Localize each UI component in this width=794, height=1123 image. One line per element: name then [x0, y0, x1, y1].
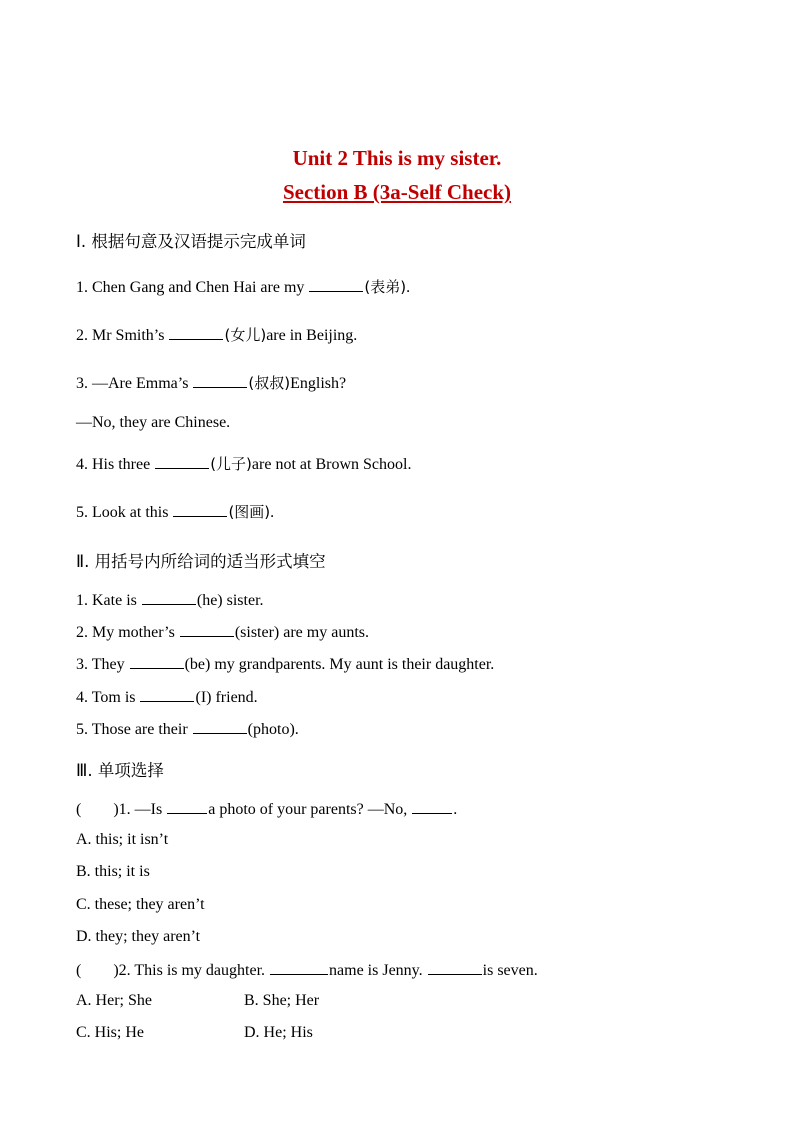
answer-blank[interactable] — [193, 719, 247, 734]
part2-question-4: 4. Tom is (I) friend. — [76, 689, 258, 706]
option-d[interactable]: D. they; they aren’t — [76, 928, 201, 945]
option-c[interactable]: C. these; they aren’t — [76, 896, 205, 913]
part2-question-3: 3. They (be) my grandparents. My aunt is their daughter. — [76, 656, 495, 673]
answer-blank[interactable] — [167, 799, 207, 814]
answer-blank[interactable] — [173, 502, 227, 517]
answer-blank[interactable] — [155, 454, 209, 469]
answer-paren[interactable]: ( ) — [76, 801, 119, 818]
answer-blank[interactable] — [169, 325, 223, 340]
unit-title: Unit 2 This is my sister. — [292, 146, 502, 170]
option-a[interactable]: A. this; it isn’t — [76, 831, 169, 848]
part1-question-2: 2. Mr Smith’s (女儿)are in Beijing. — [76, 326, 358, 344]
part1-question-4: 4. His three (儿子)are not at Brown School. — [76, 455, 412, 473]
part1-question-5: 5. Look at this (图画). — [76, 503, 275, 521]
answer-blank[interactable] — [142, 590, 196, 605]
part1-question-1: 1. Chen Gang and Chen Hai are my (表弟). — [76, 278, 411, 296]
part3-heading: Ⅲ. 单项选择 — [76, 761, 164, 780]
part1-heading: Ⅰ. 根据句意及汉语提示完成单词 — [76, 232, 306, 251]
section-title: Section B (3a-Self Check) — [282, 180, 512, 204]
part2-question-2: 2. My mother’s (sister) are my aunts. — [76, 624, 369, 641]
option-b[interactable]: B. She; Her — [244, 992, 320, 1009]
part2-question-1: 1. Kate is (he) sister. — [76, 592, 264, 609]
answer-blank[interactable] — [428, 960, 482, 975]
part1-question-3: 3. —Are Emma’s (叔叔)English? — [76, 374, 347, 392]
answer-blank[interactable] — [309, 277, 363, 292]
option-c[interactable]: C. His; He — [76, 1024, 144, 1041]
option-b[interactable]: B. this; it is — [76, 863, 150, 880]
part3-question-1: ( )1. —Is a photo of your parents? —No, . — [76, 801, 458, 818]
option-a[interactable]: A. Her; She — [76, 992, 152, 1009]
answer-blank[interactable] — [193, 373, 247, 388]
part2-heading: Ⅱ. 用括号内所给词的适当形式填空 — [76, 552, 326, 571]
answer-blank[interactable] — [180, 622, 234, 637]
part2-question-5: 5. Those are their (photo). — [76, 721, 299, 738]
answer-blank[interactable] — [130, 654, 184, 669]
answer-blank[interactable] — [140, 687, 194, 702]
part1-question-3-answer: —No, they are Chinese. — [76, 414, 231, 431]
answer-blank[interactable] — [412, 799, 452, 814]
answer-blank[interactable] — [270, 960, 328, 975]
part3-question-2: ( )2. This is my daughter. name is Jenny. is seven. — [76, 962, 538, 979]
answer-paren[interactable]: ( ) — [76, 962, 119, 979]
option-d[interactable]: D. He; His — [244, 1024, 313, 1041]
